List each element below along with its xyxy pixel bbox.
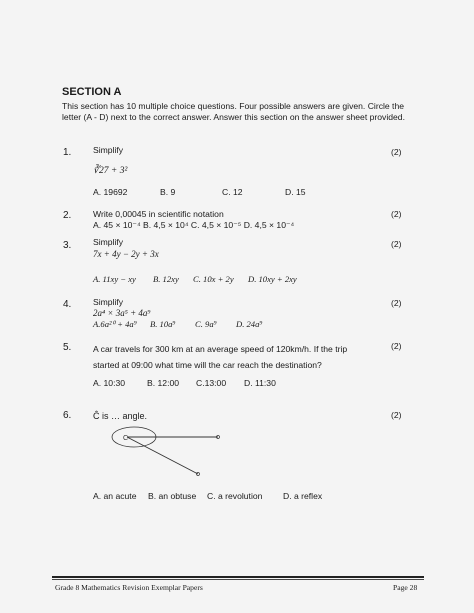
question-expression: 2a⁴ × 3a⁵ + 4a⁹ xyxy=(93,308,151,318)
option-b[interactable]: B. 9 xyxy=(160,187,176,197)
question-marks: (2) xyxy=(391,410,402,420)
option-c[interactable]: C. 12 xyxy=(222,187,243,197)
option-a[interactable]: A. 19692 xyxy=(93,187,128,197)
question-marks: (2) xyxy=(391,147,402,157)
option-d[interactable]: D. 11:30 xyxy=(244,378,276,388)
section-title: SECTION A xyxy=(62,86,122,98)
question-expression: 7x + 4y − 2y + 3x xyxy=(93,249,159,259)
option-d[interactable]: D. 24a⁹ xyxy=(236,319,263,329)
option-b[interactable]: B. 12xy xyxy=(153,274,179,284)
question-number: 6. xyxy=(63,410,72,421)
section-intro-line-2: letter (A - D) next to the correct answer. Answer this section on the answer sheet provided. xyxy=(62,112,405,122)
question-marks: (2) xyxy=(391,239,402,249)
option-c[interactable]: C. 10x + 2y xyxy=(193,274,234,284)
question-prompt: Simplify xyxy=(93,145,124,155)
option-a[interactable]: A. an acute xyxy=(93,491,137,501)
question-text-line-2: started at 09:00 what time will the car reach the destination? xyxy=(93,360,322,370)
option-b[interactable]: B. an obtuse xyxy=(148,491,197,501)
option-a[interactable]: A. 11xy − xy xyxy=(93,274,136,284)
option-c[interactable]: C. 9a⁹ xyxy=(195,319,217,329)
option-a[interactable]: A. 10:30 xyxy=(93,378,126,388)
section-intro-line-1: This section has 10 multiple choice questions. Four possible answers are given. Circle the xyxy=(62,101,405,111)
footer-rule xyxy=(52,576,424,578)
option-c[interactable]: C.13:00 xyxy=(196,378,227,388)
question-number: 5. xyxy=(63,342,72,353)
question-options[interactable]: A. 45 × 10⁻⁴ B. 4,5 × 10⁴ C. 4,5 × 10⁻⁵ D. 4,5 × 10⁻⁴ xyxy=(93,220,295,230)
question-text-line-1: A car travels for 300 km at an average speed of 120km/h. If the trip xyxy=(93,344,348,354)
page-number: Page 28 xyxy=(393,583,418,592)
question-number: 2. xyxy=(63,210,72,221)
question-prompt: Simplify xyxy=(93,297,124,307)
question-marks: (2) xyxy=(391,341,402,351)
question-number: 3. xyxy=(63,240,72,251)
question-prompt: Ĉ is … angle. xyxy=(93,411,148,421)
question-prompt: Simplify xyxy=(93,237,124,247)
angle-ray-diagonal xyxy=(127,437,198,474)
question-number: 1. xyxy=(63,147,72,158)
question-number: 4. xyxy=(63,299,72,310)
footer-rule-thin xyxy=(52,579,424,580)
option-a[interactable]: A.6a²⁰ + 4a⁹ xyxy=(93,319,137,329)
option-b[interactable]: B. 12:00 xyxy=(147,378,180,388)
option-c[interactable]: C. a revolution xyxy=(207,491,263,501)
question-expression: ∛27 + 3² xyxy=(93,166,128,176)
option-d[interactable]: D. 15 xyxy=(285,187,306,197)
question-prompt: Write 0,00045 in scientific notation xyxy=(93,209,224,219)
vertex-label: C xyxy=(123,435,129,442)
angle-diagram xyxy=(110,424,240,484)
question-marks: (2) xyxy=(391,298,402,308)
option-d[interactable]: D. a reflex xyxy=(283,491,323,501)
option-d[interactable]: D. 10xy + 2xy xyxy=(248,274,297,284)
footer-text: Grade 8 Mathematics Revision Exemplar Papers xyxy=(55,583,203,592)
option-b[interactable]: B. 10a⁹ xyxy=(150,319,176,329)
question-marks: (2) xyxy=(391,209,402,219)
